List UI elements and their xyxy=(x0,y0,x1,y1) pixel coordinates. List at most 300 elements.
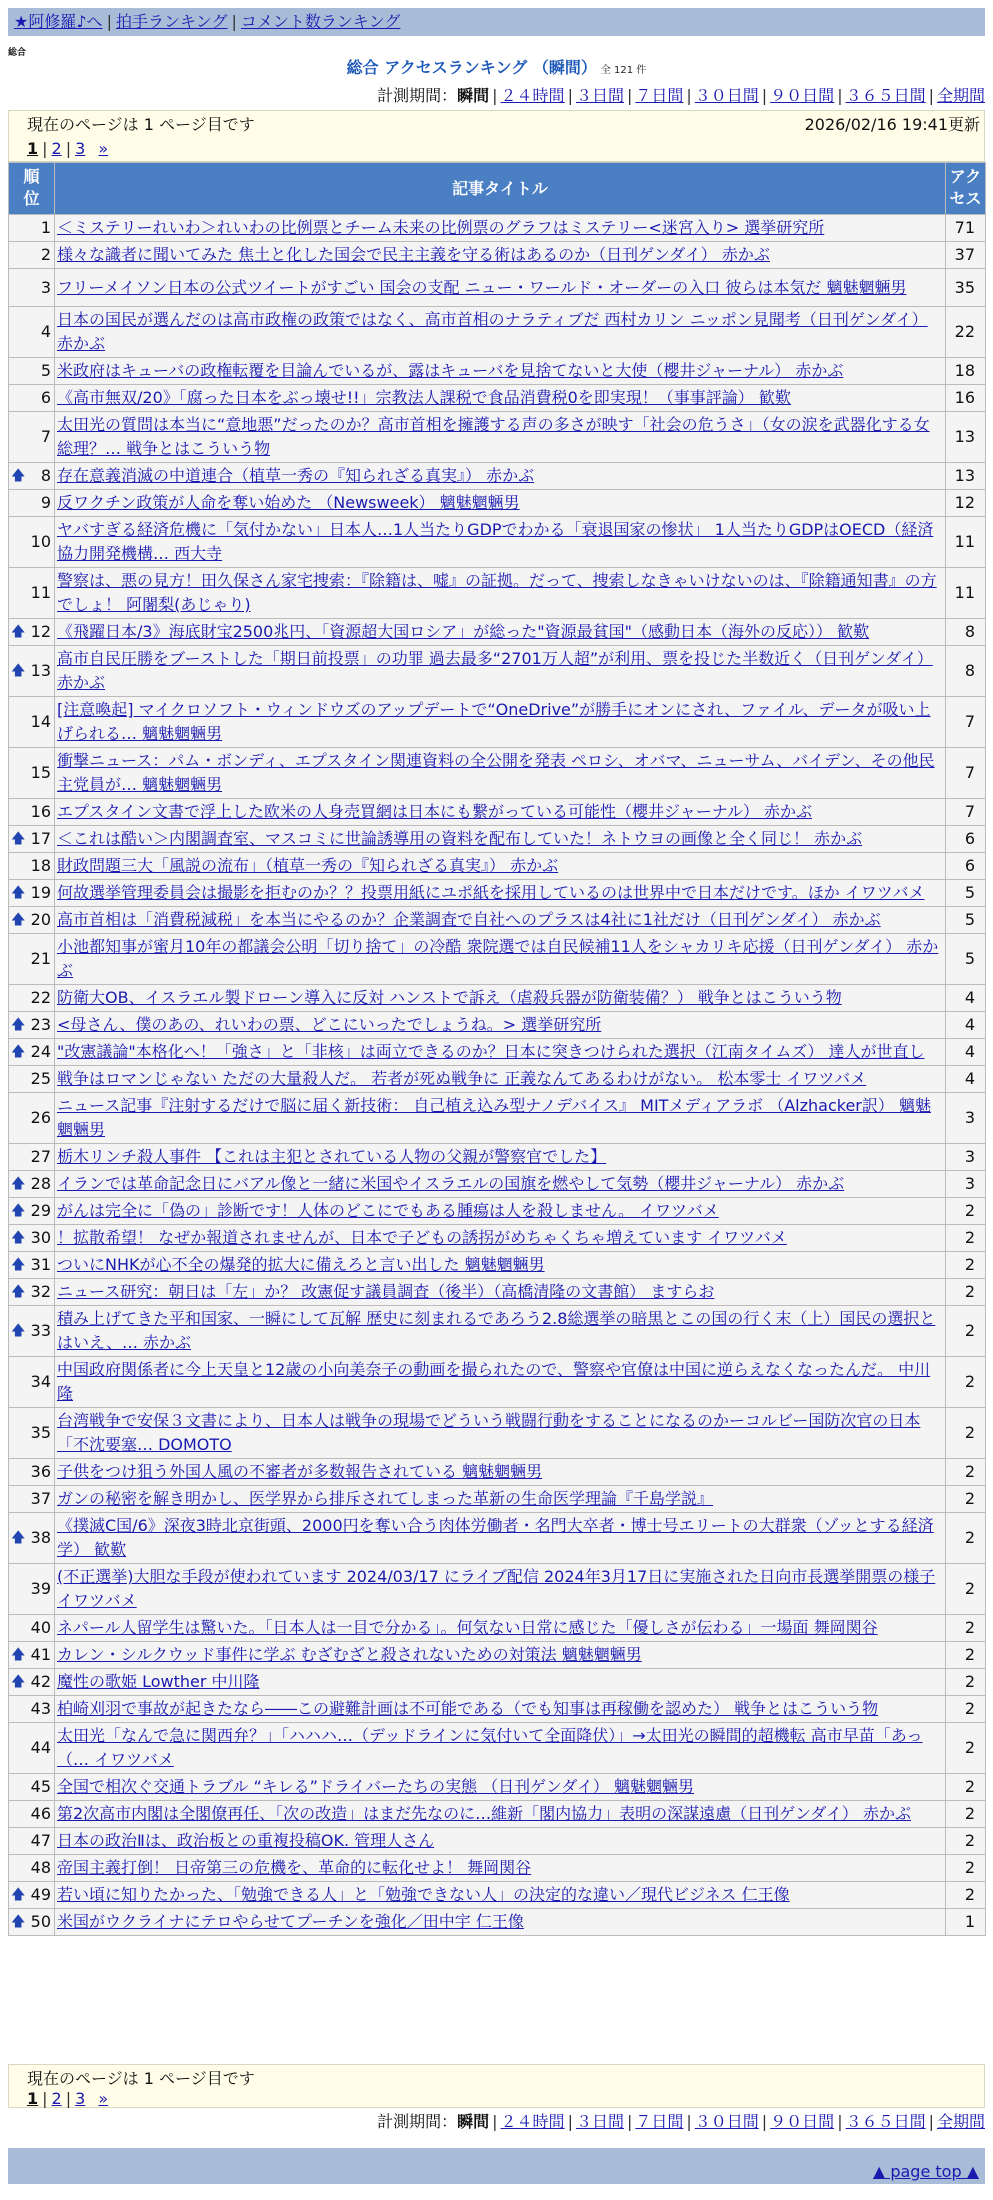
up-arrow-icon: 🡅 xyxy=(11,885,26,901)
access-count: 5 xyxy=(946,934,986,985)
page-1-current: 1 xyxy=(27,2089,39,2108)
access-count: 6 xyxy=(946,826,986,853)
rank-number: 50 xyxy=(30,1912,51,1931)
period-selector-bottom: 計測期間：瞬間 | ２４時間 | ３日間 | ７日間 | ３０日間 | ９０日間 | ３６５日間 | 全期間 xyxy=(377,2112,985,2131)
access-count: 1 xyxy=(946,1909,986,1936)
current-page-text: 現在のページは 1 ページ目です xyxy=(27,115,255,134)
access-count: 2 xyxy=(946,1513,986,1564)
up-arrow-icon: 🡅 xyxy=(11,1647,26,1663)
rank-cell xyxy=(9,1615,55,1642)
article-link[interactable]: 台湾戦争で安保３文書により、日本人は戦争の現場でどういう戦闘行動をすることになるのかーコルビー国防次官の日本「不沈要塞… DOMOTO xyxy=(57,1411,921,1454)
title-cell xyxy=(55,934,946,985)
rank-number: 24 xyxy=(30,1042,51,1061)
rank-cell xyxy=(9,269,55,307)
period-24h[interactable]: ２４時間 xyxy=(500,86,565,105)
access-count: 2 xyxy=(946,1882,986,1909)
up-arrow-icon: 🡅 xyxy=(11,1203,26,1219)
access-count: 8 xyxy=(946,646,986,697)
title-column-header: 記事タイトル xyxy=(55,163,946,215)
rank-cell xyxy=(9,934,55,985)
period-30d[interactable]: ３０日間 xyxy=(694,2112,759,2131)
title-cell xyxy=(55,1252,946,1279)
article-link[interactable]: 太田光「なんで急に関西弁？」「ハハハ…（デッドラインに気付いて全面降伏）」→太田光の瞬間的超機転 高市早苗「あっ（… イワツバメ xyxy=(57,1726,923,1769)
rank-cell xyxy=(9,1486,55,1513)
access-count: 7 xyxy=(946,748,986,799)
rank-number: 22 xyxy=(30,988,51,1007)
title-cell xyxy=(55,1882,946,1909)
article-link[interactable]: ！拡散希望！ なぜか報道されませんが、日本で子どもの誘拐がめちゃくちゃ増えています イワツバメ xyxy=(57,1228,787,1247)
period-label: 計測期間： xyxy=(377,2112,458,2131)
rank-cell xyxy=(9,619,55,646)
article-link[interactable]: ＜ミステリーれいわ＞れいわの比例票とチーム未来の比例票のグラフはミステリー<迷宮入り> 選挙研究所 xyxy=(57,218,825,237)
access-count: 4 xyxy=(946,985,986,1012)
title-cell xyxy=(55,358,946,385)
title-cell xyxy=(55,985,946,1012)
rank-number: 18 xyxy=(30,856,51,875)
title-cell xyxy=(55,1279,946,1306)
rank-cell xyxy=(9,1642,55,1669)
title-cell xyxy=(55,517,946,568)
title-cell xyxy=(55,215,946,242)
article-link[interactable]: "改憲議論"本格化へ！「強さ」と「非核」は両立できるのか？日本に突きつけられた選択（江南タイムズ） 達人が世直し xyxy=(57,1042,925,1061)
table-row xyxy=(9,1093,986,1144)
up-arrow-icon: 🡅 xyxy=(11,1176,26,1192)
access-count: 16 xyxy=(946,385,986,412)
table-row xyxy=(9,748,986,799)
table-row xyxy=(9,1066,986,1093)
rank-cell xyxy=(9,697,55,748)
rank-number: 40 xyxy=(30,1618,51,1637)
table-row xyxy=(9,385,986,412)
article-link[interactable]: 日本の政治Ⅱは、政治板との重複投稿OK. 管理人さん xyxy=(57,1831,435,1850)
rank-cell xyxy=(9,568,55,619)
table-row xyxy=(9,1642,986,1669)
article-link[interactable]: 太田光の質問は本当に“意地悪”だったのか？高市首相を擁護する声の多さが映す「社会の危うさ」（女の涙を武器化する女総理？… 戦争とはこういう物 xyxy=(57,415,930,458)
access-count: 2 xyxy=(946,1252,986,1279)
rank-number: 17 xyxy=(30,829,51,848)
access-count: 2 xyxy=(946,1459,986,1486)
rank-number: 46 xyxy=(30,1804,51,1823)
rank-cell xyxy=(9,1801,55,1828)
article-link[interactable]: 戦争はロマンじゃない ただの大量殺人だ。 若者が死ぬ戦争に 正義なんてあるわけがない。 松本零士 イワツバメ xyxy=(57,1069,867,1088)
page-2-link[interactable]: 2 xyxy=(51,139,62,158)
title-cell xyxy=(55,1039,946,1066)
table-row xyxy=(9,1144,986,1171)
title-cell xyxy=(55,1774,946,1801)
article-link[interactable]: 何故選挙管理委員会は撮影を拒むのか？？投票用紙にユポ紙を採用しているのは世界中で日本だけです。ほか イワツバメ xyxy=(57,883,925,902)
rank-cell xyxy=(9,880,55,907)
article-link[interactable]: 柏崎刈羽で事故が起きたなら――この避難計画は不可能である（でも知事は再稼働を認めた） 戦争とはこういう物 xyxy=(57,1699,879,1718)
access-count: 2 xyxy=(946,1801,986,1828)
article-link[interactable]: 米政府はキューバの政権転覆を目論んでいるが、露はキューバを見捨てないと大使（櫻井ジャーナル） 赤かぶ xyxy=(57,361,844,380)
rank-number: 32 xyxy=(30,1282,51,1301)
rank-cell xyxy=(9,748,55,799)
article-link[interactable]: 《高市無双/20》「腐った日本をぶっ壊せ!!」宗教法人課税で食品消費税0を即実現！（事事評論） 歓歎 xyxy=(57,388,791,407)
title-cell xyxy=(55,490,946,517)
period-7d[interactable]: ７日間 xyxy=(635,2112,684,2131)
article-link[interactable]: 第2次高市内閣は全閣僚再任、「次の改造」はまだ先なのに…維新「閣内協力」表明の深謀遠慮（日刊ゲンダイ） 赤かぶ xyxy=(57,1804,911,1823)
access-count: 8 xyxy=(946,619,986,646)
period-3d[interactable]: ３日間 xyxy=(575,86,624,105)
access-count: 6 xyxy=(946,853,986,880)
table-row xyxy=(9,242,986,269)
up-arrow-icon: 🡅 xyxy=(11,624,26,640)
rank-number: 13 xyxy=(30,661,51,680)
article-link[interactable]: 子供をつけ狙う外国人風の不審者が多数報告されている 魑魅魍魎男 xyxy=(57,1462,543,1481)
table-row xyxy=(9,1459,986,1486)
title-cell xyxy=(55,1012,946,1039)
access-count: 11 xyxy=(946,517,986,568)
title-cell xyxy=(55,1696,946,1723)
title-cell xyxy=(55,853,946,880)
article-link[interactable]: 日本の国民が選んだのは高市政権の政策ではなく、高市首相のナラティブだ 西村カリン ニッポン見聞考（日刊ゲンダイ） 赤かぶ xyxy=(57,310,928,353)
rank-cell xyxy=(9,1279,55,1306)
article-link[interactable]: ニュース記事『注射するだけで脳に届く新技術： 自己植え込み型ナノデバイス』 MITメディアラボ （Alzhacker訳） 魑魅魍魎男 xyxy=(57,1096,931,1139)
table-row xyxy=(9,1486,986,1513)
title-cell xyxy=(55,1066,946,1093)
rank-number: 35 xyxy=(30,1423,51,1442)
rank-number: 8 xyxy=(40,466,51,485)
nav-separator: | xyxy=(106,12,112,31)
nav-separator: | xyxy=(231,12,237,31)
period-current: 瞬間 xyxy=(457,86,490,105)
article-link[interactable]: 栃木リンチ殺人事件 【これは主犯とされている人物の父親が警察官でした】 xyxy=(57,1147,607,1166)
access-count: 2 xyxy=(946,1408,986,1459)
period-24h[interactable]: ２４時間 xyxy=(500,2112,565,2131)
title-cell xyxy=(55,1669,946,1696)
table-row xyxy=(9,307,986,358)
rank-number: 15 xyxy=(30,763,51,782)
table-row xyxy=(9,1198,986,1225)
table-row xyxy=(9,1012,986,1039)
rank-cell xyxy=(9,1459,55,1486)
rank-cell xyxy=(9,853,55,880)
title-cell xyxy=(55,1459,946,1486)
table-row xyxy=(9,412,986,463)
pagination-bottom: 1 | 2 | 3 » xyxy=(27,2089,109,2108)
table-row xyxy=(9,853,986,880)
rank-cell xyxy=(9,463,55,490)
up-arrow-icon: 🡅 xyxy=(11,912,26,928)
rank-cell xyxy=(9,799,55,826)
title-cell xyxy=(55,463,946,490)
category-label: 総合 xyxy=(8,48,27,58)
title-cell xyxy=(55,1615,946,1642)
rank-number: 26 xyxy=(30,1108,51,1127)
article-link[interactable]: 《撲滅C国/6》深夜3時北京街頭、2000円を奪い合う肉体労働者・名門大卒者・博士号エリートの大群衆（ゾッとする経済学） 歓歎 xyxy=(57,1516,934,1559)
table-row xyxy=(9,1828,986,1855)
rank-cell xyxy=(9,1882,55,1909)
table-row xyxy=(9,1669,986,1696)
period-3d[interactable]: ３日間 xyxy=(575,2112,624,2131)
rank-number: 5 xyxy=(40,361,51,380)
rank-cell xyxy=(9,1066,55,1093)
article-link[interactable]: がんは完全に「偽の」診断です！人体のどこにでもある腫瘍は人を殺しません。 イワツバメ xyxy=(57,1201,719,1220)
article-link[interactable]: [注意喚起] マイクロソフト・ウィンドウズのアップデートで“OneDrive”が勝手にオンにされ、ファイル、データが吸い上げられる… 魑魅魍魎男 xyxy=(57,700,931,743)
rank-number: 31 xyxy=(30,1255,51,1274)
table-row xyxy=(9,1306,986,1357)
access-count: 37 xyxy=(946,242,986,269)
title-cell xyxy=(55,1357,946,1408)
article-link[interactable]: 《飛躍日本/3》海底財宝2500兆円、「資源超大国ロシア」が総った"資源最貧国"（感動日本（海外の反応）） 歓歎 xyxy=(57,622,870,641)
access-count: 71 xyxy=(946,215,986,242)
rank-number: 7 xyxy=(40,427,51,446)
table-row xyxy=(9,985,986,1012)
page-info-top xyxy=(8,110,985,162)
article-link[interactable]: 積み上げてきた平和国家、一瞬にして瓦解 歴史に刻まれるであろう2.8総選挙の暗黒とこの国の行く末（上）国民の選択とはいえ、… 赤かぶ xyxy=(57,1309,936,1352)
article-link[interactable]: ネパール人留学生は驚いた。「日本人は一目で分かる」。何気ない日常に感じた「優しさが伝わる」一場面 舞岡関谷 xyxy=(57,1618,878,1637)
access-count: 7 xyxy=(946,799,986,826)
rank-number: 4 xyxy=(40,322,51,341)
rank-number: 47 xyxy=(30,1831,51,1850)
rank-cell xyxy=(9,358,55,385)
article-link[interactable]: 財政問題三大「風説の流布」（植草一秀の『知られざる真実』） 赤かぶ xyxy=(57,856,559,875)
rank-cell xyxy=(9,1012,55,1039)
total-count: 全 121 件 xyxy=(600,65,647,76)
article-link[interactable]: エプスタイン文書で浮上した欧米の人身売買網は日本にも繋がっている可能性（櫻井ジャーナル） 赤かぶ xyxy=(57,802,813,821)
up-arrow-icon: 🡅 xyxy=(11,1674,26,1690)
rank-number: 28 xyxy=(30,1174,51,1193)
up-arrow-icon: 🡅 xyxy=(11,831,26,847)
rank-number: 19 xyxy=(30,883,51,902)
rank-cell xyxy=(9,215,55,242)
period-365d[interactable]: ３６５日間 xyxy=(845,2112,926,2131)
rank-number: 39 xyxy=(30,1579,51,1598)
up-arrow-icon: 🡅 xyxy=(11,1257,26,1273)
access-count: 4 xyxy=(946,1039,986,1066)
table-row xyxy=(9,269,986,307)
access-count: 2 xyxy=(946,1828,986,1855)
title-cell xyxy=(55,748,946,799)
article-link[interactable]: <母さん、僕のあの、れいわの票、どこにいったでしょうね。> 選挙研究所 xyxy=(57,1015,602,1034)
article-link[interactable]: 米国がウクライナにテロやらせてプーチンを強化／田中宇 仁王像 xyxy=(57,1912,524,1931)
title-cell xyxy=(55,646,946,697)
title-cell xyxy=(55,880,946,907)
title-cell xyxy=(55,1642,946,1669)
article-link[interactable]: 魔性の歌姫 Lowther 中川隆 xyxy=(57,1672,260,1691)
article-link[interactable]: ガンの秘密を解き明かし、医学界から排斥されてしまった革新の生命医学理論『千島学説』 xyxy=(57,1489,714,1508)
rank-cell xyxy=(9,1357,55,1408)
pagination-top: 1 | 2 | 3 » xyxy=(27,139,109,158)
rank-number: 43 xyxy=(30,1699,51,1718)
article-link[interactable]: 存在意義消滅の中道連合（植草一秀の『知られざる真実』） 赤かぶ xyxy=(57,466,535,485)
title-cell xyxy=(55,697,946,748)
article-link[interactable]: 反ワクチン政策が人命を奪い始めた （Newsweek） 魑魅魍魎男 xyxy=(57,493,520,512)
access-count: 2 xyxy=(946,1198,986,1225)
access-count: 13 xyxy=(946,412,986,463)
table-row xyxy=(9,1252,986,1279)
page-info-bottom xyxy=(8,2064,985,2108)
table-row xyxy=(9,646,986,697)
access-count: 2 xyxy=(946,1279,986,1306)
access-count: 4 xyxy=(946,1066,986,1093)
access-count: 13 xyxy=(946,463,986,490)
page-top-link[interactable]: ▲ page top ▲ xyxy=(872,2162,979,2181)
ranking-table xyxy=(8,162,986,1936)
next-page-link[interactable]: » xyxy=(98,2089,109,2108)
article-link[interactable]: 高市自民圧勝をブーストした「期日前投票」の功罪 過去最多“2701万人超”が利用、票を投じた半数近く（日刊ゲンダイ） 赤かぶ xyxy=(57,649,933,692)
article-link[interactable]: ＜これは酷い＞内閣調査室、マスコミに世論誘導用の資料を配布していた！ネトウヨの画像と全く同じ！ 赤かぶ xyxy=(57,829,863,848)
title-cell xyxy=(55,1564,946,1615)
rank-number: 1 xyxy=(40,218,51,237)
title-cell xyxy=(55,1408,946,1459)
page-2-link[interactable]: 2 xyxy=(51,2089,62,2108)
rank-number: 36 xyxy=(30,1462,51,1481)
rank-number: 41 xyxy=(30,1645,51,1664)
rank-number: 37 xyxy=(30,1489,51,1508)
access-count: 2 xyxy=(946,1306,986,1357)
article-link[interactable]: 全国で相次ぐ交通トラブル “キレる”ドライバーたちの実態 （日刊ゲンダイ） 魑魅魍魎男 xyxy=(57,1777,694,1796)
page-1-current: 1 xyxy=(27,139,39,158)
up-arrow-icon: 🡅 xyxy=(11,1323,26,1339)
period-365d[interactable]: ３６５日間 xyxy=(845,86,926,105)
rank-cell xyxy=(9,1306,55,1357)
rank-cell xyxy=(9,1252,55,1279)
access-count: 2 xyxy=(946,1696,986,1723)
table-row xyxy=(9,619,986,646)
article-link[interactable]: ヤバすぎる経済危機に「気付かない」日本人…1人当たりGDPでわかる「衰退国家の惨状」 1人当たりGDPはOECD（経済協力開発機構… 西大寺 xyxy=(57,520,934,563)
rank-cell xyxy=(9,985,55,1012)
table-row xyxy=(9,1696,986,1723)
rank-cell xyxy=(9,412,55,463)
table-row xyxy=(9,1225,986,1252)
access-count: 11 xyxy=(946,568,986,619)
rank-number: 10 xyxy=(30,532,51,551)
article-link[interactable]: 小池都知事が蜜月10年の都議会公明「切り捨て」の冷酷 衆院選では自民候補11人をシャカリキ応援（日刊ゲンダイ） 赤かぶ xyxy=(57,937,939,980)
page-3-link[interactable]: 3 xyxy=(75,139,86,158)
rank-cell xyxy=(9,646,55,697)
rank-cell xyxy=(9,907,55,934)
rank-number: 16 xyxy=(30,802,51,821)
access-count: 2 xyxy=(946,1642,986,1669)
period-current: 瞬間 xyxy=(457,2112,490,2131)
article-link[interactable]: 帝国主義打倒！ 日帝第三の危機を、革命的に転化せよ！ 舞岡関谷 xyxy=(57,1858,532,1877)
rank-cell xyxy=(9,1171,55,1198)
article-link[interactable]: 様々な識者に聞いてみた 焦土と化した国会で民主主義を守る術はあるのか（日刊ゲンダイ） 赤かぶ xyxy=(57,245,770,264)
rank-number: 20 xyxy=(30,910,51,929)
period-30d[interactable]: ３０日間 xyxy=(694,86,759,105)
rank-number: 2 xyxy=(40,245,51,264)
period-selector-top: 計測期間：瞬間 | ２４時間 | ３日間 | ７日間 | ３０日間 | ９０日間 | ３６５日間 | 全期間 xyxy=(377,86,985,105)
table-row xyxy=(9,463,986,490)
nav-link-asyura[interactable]: ★阿修羅♪へ xyxy=(14,12,103,31)
rank-cell xyxy=(9,1855,55,1882)
rank-cell xyxy=(9,1225,55,1252)
title-cell xyxy=(55,1828,946,1855)
access-count: 2 xyxy=(946,1774,986,1801)
article-link[interactable]: 衝撃ニュース：パム・ボンディ、エプスタイン関連資料の全公開を発表 ペロシ、オバマ、ニューサム、バイデン、その他民主党員が… 魑魅魍魎男 xyxy=(57,751,935,794)
up-arrow-icon: 🡅 xyxy=(11,1530,26,1546)
bottom-bar xyxy=(8,2148,985,2184)
rank-cell xyxy=(9,1408,55,1459)
table-row xyxy=(9,697,986,748)
article-link[interactable]: イランでは革命記念日にバアル像と一緒に米国やイスラエルの国旗を燃やして気勢（櫻井ジャーナル） 赤かぶ xyxy=(57,1174,845,1193)
access-count: 2 xyxy=(946,1357,986,1408)
period-label: 計測期間： xyxy=(377,86,458,105)
table-row xyxy=(9,517,986,568)
rank-number: 44 xyxy=(30,1738,51,1757)
up-arrow-icon: 🡅 xyxy=(11,1887,26,1903)
rank-cell xyxy=(9,242,55,269)
nav-link-comment-ranking[interactable]: コメント数ランキング xyxy=(240,12,401,31)
title-cell xyxy=(55,1909,946,1936)
article-link[interactable]: 警察は、悪の見方！田久保さん家宅捜索：『除籍は、嘘』の証拠。だって、捜索しなきゃいけないのは、『除籍通知書』の方でしょ！ 阿闍梨(あじゃり) xyxy=(57,571,937,614)
access-count: 2 xyxy=(946,1564,986,1615)
table-row xyxy=(9,1513,986,1564)
nav-link-clap-ranking[interactable]: 拍手ランキング xyxy=(115,12,228,31)
title-cell xyxy=(55,1225,946,1252)
access-count: 2 xyxy=(946,1615,986,1642)
rank-cell xyxy=(9,490,55,517)
table-row xyxy=(9,215,986,242)
article-link[interactable]: 高市首相は「消費税減税」を本当にやるのか？企業調査で自社へのプラスは4社に1社だけ（日刊ゲンダイ） 赤かぶ xyxy=(57,910,881,929)
period-7d[interactable]: ７日間 xyxy=(635,86,684,105)
rank-number: 11 xyxy=(30,583,51,602)
article-link[interactable]: 若い頃に知りたかった、「勉強できる人」と「勉強できない人」の決定的な違い／現代ビジネス 仁王像 xyxy=(57,1885,790,1904)
title-cell xyxy=(55,1306,946,1357)
title-cell xyxy=(55,568,946,619)
access-column-header: アクセス xyxy=(946,163,986,215)
title-cell xyxy=(55,269,946,307)
table-row xyxy=(9,1357,986,1408)
title-cell xyxy=(55,799,946,826)
rank-cell xyxy=(9,1144,55,1171)
article-link[interactable]: ニュース研究：朝日は「左」か？ 改憲促す議員調査（後半）（高橋清隆の文書館） ますらお xyxy=(57,1282,715,1301)
period-90d[interactable]: ９０日間 xyxy=(770,86,835,105)
period-all[interactable]: 全期間 xyxy=(936,86,985,105)
page-3-link[interactable]: 3 xyxy=(75,2089,86,2108)
article-link[interactable]: (不正選挙)大胆な手段が使われています 2024/03/17 にライブ配信 2024年3月17日に実施された日向市長選挙開票の様子 イワツバメ xyxy=(57,1567,936,1610)
access-count: 18 xyxy=(946,358,986,385)
table-row xyxy=(9,1615,986,1642)
period-90d[interactable]: ９０日間 xyxy=(770,2112,835,2131)
article-link[interactable]: ついにNHKが心不全の爆発的拡大に備えろと言い出した 魑魅魍魎男 xyxy=(57,1255,545,1274)
table-row xyxy=(9,1564,986,1615)
up-arrow-icon: 🡅 xyxy=(11,1230,26,1246)
page-heading xyxy=(0,58,993,81)
title-cell xyxy=(55,1144,946,1171)
table-row xyxy=(9,1408,986,1459)
table-row xyxy=(9,1171,986,1198)
table-row xyxy=(9,907,986,934)
rank-cell xyxy=(9,1723,55,1774)
access-count: 4 xyxy=(946,1012,986,1039)
article-link[interactable]: フリーメイソン日本の公式ツイートがすごい 国会の支配 ニュー・ワールド・オーダーの入口 彼らは本気だ 魑魅魍魎男 xyxy=(57,277,907,297)
article-link[interactable]: 防衛大OB、イスラエル製ドローン導入に反対 ハンストで訴え（虐殺兵器が防衛装備？） 戦争とはこういう物 xyxy=(57,988,842,1007)
article-link[interactable]: 中国政府関係者に今上天皇と12歳の小向美奈子の動画を撮られたので、警察や官僚は中国に逆らえなくなったんだ。 中川隆 xyxy=(57,1360,931,1403)
table-row xyxy=(9,1855,986,1882)
title-cell xyxy=(55,907,946,934)
title-cell xyxy=(55,412,946,463)
rank-column-header: 順位 xyxy=(9,163,55,215)
table-row xyxy=(9,1882,986,1909)
title-cell xyxy=(55,1486,946,1513)
article-link[interactable]: カレン・シルクウッド事件に学ぶ むざむざと殺されないための対策法 魑魅魍魎男 xyxy=(57,1645,642,1664)
up-arrow-icon: 🡅 xyxy=(11,1017,26,1033)
rank-cell xyxy=(9,1513,55,1564)
title-cell xyxy=(55,619,946,646)
table-row xyxy=(9,934,986,985)
next-page-link[interactable]: » xyxy=(98,139,109,158)
table-row xyxy=(9,358,986,385)
table-row xyxy=(9,1774,986,1801)
current-page-text: 現在のページは 1 ページ目です xyxy=(27,2069,255,2088)
rank-cell xyxy=(9,1828,55,1855)
period-all[interactable]: 全期間 xyxy=(936,2112,985,2131)
access-count: 22 xyxy=(946,307,986,358)
rank-number: 38 xyxy=(30,1528,51,1547)
rank-number: 33 xyxy=(30,1321,51,1340)
